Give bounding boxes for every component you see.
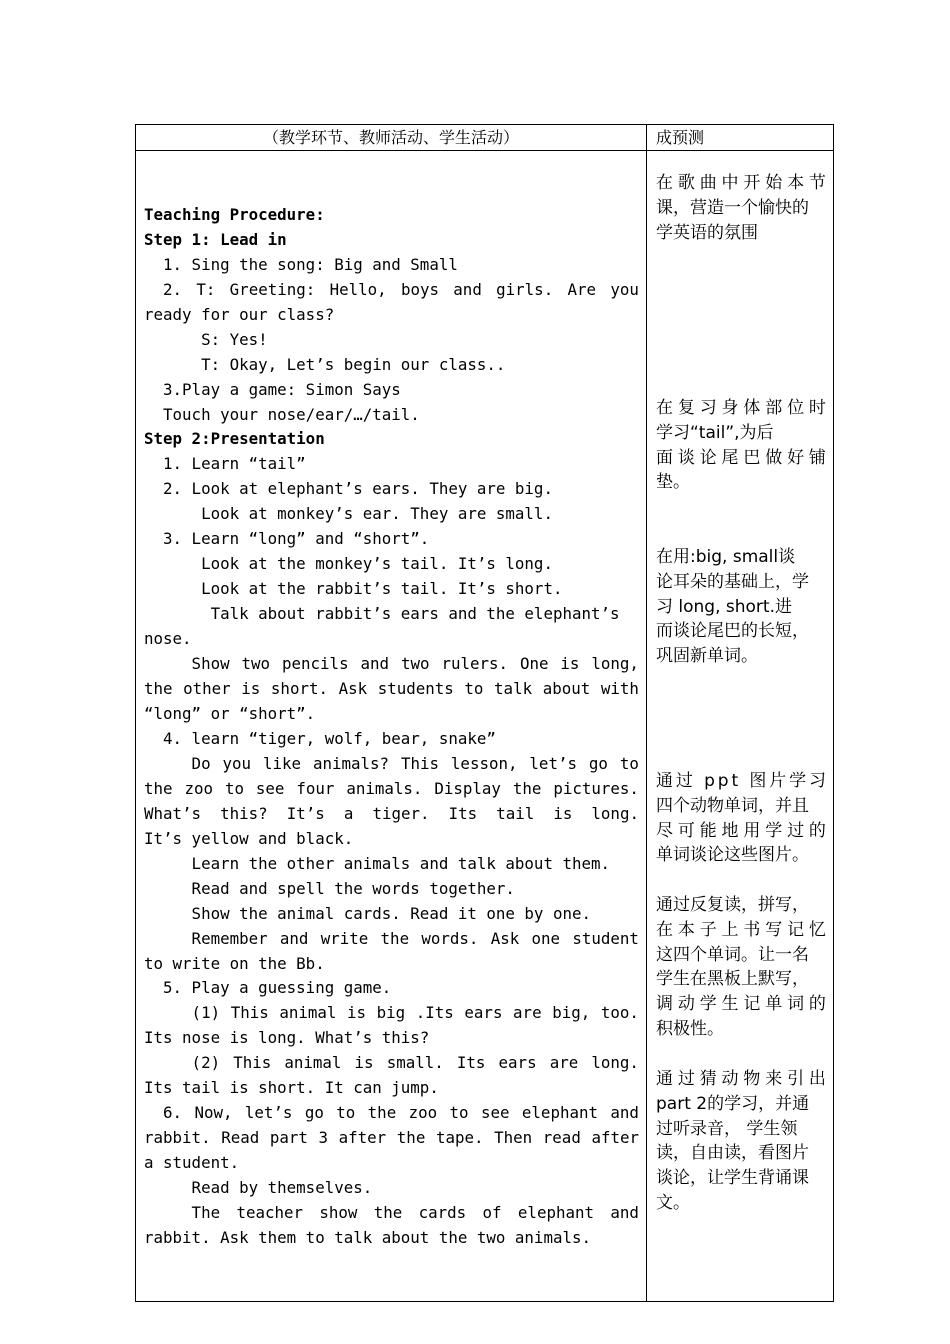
procedure-line: 1. Learn “tail” (144, 454, 306, 474)
procedure-line (144, 278, 639, 303)
procedure-heading: Step 2:Presentation (144, 429, 325, 449)
procedure-line: to write on the Bb. (144, 953, 325, 973)
glyph: 忆 (808, 919, 826, 940)
note-line (656, 1067, 826, 1092)
procedure-line (144, 1201, 639, 1226)
lesson-plan-table (135, 124, 834, 1302)
note-line: 过听录音， 学生领 (656, 1118, 798, 1139)
procedure-line: Touch your nose/ear/…/tail. (144, 404, 420, 424)
note-line (656, 396, 826, 421)
note-line (656, 819, 826, 844)
note-spelling (656, 893, 826, 1042)
word: two (400, 654, 430, 674)
word: the (373, 1203, 403, 1223)
glyph: 能 (699, 820, 717, 841)
word: tape. (435, 1128, 484, 1148)
procedure-line: Its tail is short. It can jump. (144, 1078, 439, 1098)
word: see (255, 778, 285, 798)
note-animals (656, 769, 826, 868)
note-line (656, 769, 826, 794)
word: like (262, 753, 302, 773)
word: the (144, 778, 173, 798)
glyph: 习 (699, 398, 717, 418)
word: see (480, 1103, 510, 1123)
glyph: 中 (721, 173, 739, 193)
glyph: 在 (656, 173, 673, 193)
procedure-line (144, 652, 639, 677)
note-line (656, 918, 826, 943)
glyph: 歌 (677, 173, 695, 193)
procedure-line: 3.Play a game: Simon Says (144, 379, 401, 399)
glyph: 书 (743, 919, 761, 940)
word: animals? (312, 753, 390, 773)
glyph: 面 (656, 447, 673, 468)
glyph: 地 (721, 820, 739, 841)
word: tiger. (372, 803, 430, 823)
word: is (553, 803, 573, 823)
glyph: 时 (808, 398, 826, 418)
procedure-line: Look at monkey’s ear. They are small. (144, 504, 553, 524)
word: Hello, (329, 279, 387, 299)
glyph: 始 (765, 173, 783, 193)
word: zoo (408, 1103, 438, 1123)
glyph: 学 (765, 820, 783, 841)
word: (1) (144, 1003, 221, 1023)
note-line: 读，自由读，看图片 (656, 1143, 809, 1164)
word: and (279, 928, 309, 948)
word: This (400, 753, 439, 773)
word: part (269, 1128, 308, 1148)
procedure-line: 5. Play a guessing game. (144, 978, 392, 998)
word: and (360, 654, 390, 674)
word: to (449, 1103, 469, 1123)
word: girls. (496, 279, 554, 299)
word: the (380, 928, 410, 948)
word: animals. (346, 778, 423, 798)
word: Read (221, 1128, 260, 1148)
word: T: (196, 279, 216, 299)
word: talk (494, 679, 533, 699)
glyph: 动 (721, 1069, 739, 1089)
word: elephant (521, 1103, 598, 1123)
glyph: p (704, 771, 715, 791)
word: rabbit. (144, 1128, 211, 1148)
word: with (600, 679, 639, 699)
glyph: 铺 (808, 447, 826, 468)
word: pictures. (553, 778, 639, 798)
word: zoo (184, 778, 214, 798)
word: this? (220, 803, 268, 823)
procedure-line: ready for our class? (144, 304, 335, 324)
word: ears (464, 1003, 503, 1023)
word: Its (456, 1053, 486, 1073)
glyph: 本 (787, 173, 805, 193)
note-line: 习 long, short.进 (656, 596, 792, 617)
glyph: 位 (787, 398, 805, 418)
word: to (619, 753, 639, 773)
note-line (656, 992, 826, 1017)
procedure-line (144, 802, 639, 827)
table-body-row (136, 151, 834, 1302)
procedure-line: a student. (144, 1153, 240, 1173)
word: Remember (144, 928, 268, 948)
procedure-text (144, 203, 639, 1251)
glyph: 上 (721, 919, 739, 940)
procedure-line: Read by themselves. (144, 1178, 373, 1198)
word: Ask (490, 928, 520, 948)
table-header-row (136, 125, 834, 151)
teaching-procedure-cell (136, 151, 647, 1302)
word: one (531, 928, 561, 948)
glyph: 通 (656, 771, 673, 791)
word: student (572, 928, 639, 948)
note-line: 学生在黑板上默写， (656, 969, 809, 990)
word: small. (386, 1053, 444, 1073)
word: are (513, 1003, 542, 1023)
glyph: 好 (787, 447, 805, 468)
word: Show (144, 654, 230, 674)
glyph: 过 (677, 1069, 695, 1089)
word: Ask (338, 679, 368, 699)
word: This (233, 1053, 272, 1073)
procedure-line (144, 1101, 639, 1126)
word: 2. (144, 279, 183, 299)
word: to (464, 679, 484, 699)
glyph: 本 (677, 919, 695, 940)
glyph: 过 (787, 820, 805, 841)
word: and (453, 279, 482, 299)
glyph: 过 (675, 771, 693, 791)
word: go (304, 1103, 324, 1123)
word: teacher (236, 1203, 304, 1223)
glyph: 学 (789, 771, 807, 791)
procedure-line: Show the animal cards. Read it one by one. (144, 903, 591, 923)
glyph: 做 (765, 447, 783, 468)
word: long. (591, 1053, 639, 1073)
procedure-line: 1. Sing the song: Big and Small (144, 254, 458, 274)
header-prediction: 成预测 (647, 125, 834, 151)
note-line: 这四个单词。让一名 (656, 944, 809, 965)
glyph: 曲 (699, 173, 717, 193)
procedure-line (144, 1001, 639, 1026)
word: rulers. (441, 654, 509, 674)
word: four (296, 778, 335, 798)
glyph: 尾 (721, 447, 739, 468)
word: you (610, 279, 639, 299)
word: after (591, 1128, 639, 1148)
note-line: 学英语的氛围 (656, 222, 758, 243)
note-line (656, 171, 826, 196)
glyph: 开 (743, 173, 761, 193)
header-teaching-steps: （教学环节、教师活动、学生活动） (136, 125, 647, 151)
word: two (241, 654, 271, 674)
word: to (336, 1103, 356, 1123)
procedure-line: “long” or “short”. (144, 703, 316, 723)
glyph: 动 (677, 994, 695, 1015)
note-line: 垫。 (656, 472, 690, 493)
procedure-line: 3. Learn “long” and “short”. (144, 529, 430, 549)
glyph: 体 (743, 398, 761, 418)
procedure-line: nose. (144, 629, 192, 649)
glyph: 生 (721, 994, 739, 1015)
procedure-line: 2. Look at elephant’s ears. They are big. (144, 479, 553, 499)
word: about (542, 679, 591, 699)
note-line: 学习“tail”,为后 (656, 422, 774, 443)
glyph: 物 (743, 1069, 761, 1089)
procedure-line: It’s yellow and black. (144, 828, 354, 848)
word: This (230, 1003, 269, 1023)
glyph: 用 (743, 820, 761, 841)
word: is (354, 1053, 374, 1073)
procedure-line (144, 1126, 639, 1151)
procedure-line (144, 777, 639, 802)
word: big (376, 1003, 406, 1023)
word: (2) (144, 1053, 221, 1073)
glyph: t (731, 771, 739, 791)
word: too. (600, 1003, 639, 1023)
word: What’s (144, 803, 202, 823)
glyph: 节 (808, 173, 826, 193)
word: the (367, 1103, 397, 1123)
word: ears (498, 1053, 537, 1073)
word: let’s (244, 1103, 293, 1123)
word: the (512, 778, 542, 798)
note-lead-in (656, 171, 826, 245)
procedure-line (144, 927, 639, 952)
word: Greeting: (229, 279, 316, 299)
word: .Its (415, 1003, 454, 1023)
word: read (542, 1128, 581, 1148)
procedure-line (144, 677, 639, 702)
note-line: 巩固新单词。 (656, 646, 758, 667)
note-line (656, 446, 826, 471)
glyph: 图 (749, 771, 767, 791)
word: 6. (144, 1103, 183, 1123)
note-line: 谈论，让学生背诵课 (656, 1168, 809, 1189)
word: is (241, 679, 261, 699)
note-line: 单词谈论这些图片。 (656, 845, 809, 866)
glyph: 身 (721, 398, 739, 418)
word: and (610, 1103, 639, 1123)
word: Are (567, 279, 597, 299)
note-tail (656, 396, 826, 495)
glyph: 通 (656, 1069, 673, 1089)
word: to (224, 778, 244, 798)
procedure-line: Look at the monkey’s tail. It’s long. (144, 554, 553, 574)
word: It’s (286, 803, 325, 823)
word: let’s (529, 753, 577, 773)
procedure-line (144, 1051, 639, 1076)
word: short. (270, 679, 328, 699)
glyph: 单 (765, 994, 783, 1015)
word: One (519, 654, 549, 674)
note-line: 文。 (656, 1192, 690, 1213)
glyph (696, 769, 701, 794)
word: elephant (517, 1203, 595, 1223)
procedure-line: T: Okay, Let’s begin our class.. (144, 354, 506, 374)
glyph: 在 (656, 398, 673, 418)
glyph: 学 (699, 994, 717, 1015)
procedure-line: rabbit. Ask them to talk about the two animals. (144, 1227, 591, 1247)
word: Its (448, 803, 478, 823)
glyph: 写 (765, 919, 783, 940)
word: after (338, 1128, 387, 1148)
word: lesson, (450, 753, 518, 773)
word: the (396, 1128, 426, 1148)
word: show (319, 1203, 358, 1223)
design-notes-cell (647, 151, 834, 1302)
glyph: 词 (787, 994, 805, 1015)
procedure-line: Look at the rabbit’s tail. It’s short. (144, 579, 563, 599)
procedure-line: 4. learn “tiger, wolf, bear, snake” (144, 728, 496, 748)
glyph: 的 (808, 994, 826, 1015)
glyph: 巴 (743, 447, 761, 468)
procedure-heading: Teaching Procedure: (144, 204, 325, 224)
glyph: 的 (808, 820, 826, 841)
procedure-line: Its nose is long. What’s this? (144, 1028, 430, 1048)
word: The (144, 1203, 221, 1223)
word: is (560, 654, 580, 674)
word: big, (552, 1003, 591, 1023)
procedure-heading: Step 1: Lead in (144, 229, 287, 249)
glyph: 部 (765, 398, 783, 418)
glyph: 来 (765, 1069, 783, 1089)
word: Display (434, 778, 501, 798)
word: the (144, 679, 173, 699)
word: cards (418, 1203, 467, 1223)
glyph: 可 (677, 820, 695, 841)
procedure-line: Talk about rabbit’s ears and the elephant’s (144, 604, 620, 624)
note-line: part 2的学习，并通 (656, 1093, 810, 1114)
word: animal (279, 1003, 337, 1023)
word: of (482, 1203, 502, 1223)
glyph: p (717, 771, 729, 791)
word: students (377, 679, 454, 699)
glyph: 引 (787, 1069, 805, 1089)
glyph: 在 (656, 919, 673, 940)
word: long. (591, 803, 639, 823)
note-line: 四个动物单词，并且 (656, 795, 809, 816)
note-line: 通过反复读，拼写， (656, 895, 809, 915)
procedure-line: Learn the other animals and talk about them. (144, 853, 611, 873)
word: 3 (318, 1128, 329, 1148)
word: write (320, 928, 369, 948)
glyph: 记 (743, 994, 761, 1015)
glyph: 调 (656, 994, 673, 1015)
procedure-line (144, 752, 639, 777)
word: go (588, 753, 608, 773)
glyph: 谈 (677, 447, 695, 468)
glyph: 复 (677, 398, 695, 418)
word: long, (591, 654, 639, 674)
word: animal (284, 1053, 342, 1073)
note-line: 而谈论尾巴的长短， (656, 621, 809, 642)
word: Now, (194, 1103, 233, 1123)
glyph: 猜 (699, 1069, 717, 1089)
glyph (741, 769, 746, 794)
glyph: 习 (808, 771, 826, 791)
glyph: 子 (699, 919, 717, 940)
note-line: 课，营造一个愉快的 (656, 197, 809, 218)
note-line: 论耳朵的基础上，学 (656, 571, 809, 592)
note-long-short (656, 545, 826, 669)
word: a (343, 803, 354, 823)
glyph: 出 (808, 1069, 826, 1089)
word: other (183, 679, 231, 699)
word: are (549, 1053, 579, 1073)
procedure-line: S: Yes! (144, 329, 268, 349)
glyph: 片 (769, 771, 787, 791)
note-guessing (656, 1067, 826, 1216)
word: Then (494, 1128, 533, 1148)
procedure-line: Read and spell the words together. (144, 878, 515, 898)
word: pencils (282, 654, 349, 674)
glyph: 尽 (656, 820, 673, 841)
word: Do (144, 753, 211, 773)
word: is (347, 1003, 367, 1023)
word: tail (496, 803, 535, 823)
note-line: 积极性。 (656, 1018, 724, 1039)
word: boys (400, 279, 439, 299)
glyph: 论 (699, 447, 717, 468)
word: you (222, 753, 252, 773)
note-line: 在用:big, small谈 (656, 547, 796, 567)
word: words. (421, 928, 479, 948)
word: and (610, 1203, 639, 1223)
glyph: 记 (787, 919, 805, 940)
